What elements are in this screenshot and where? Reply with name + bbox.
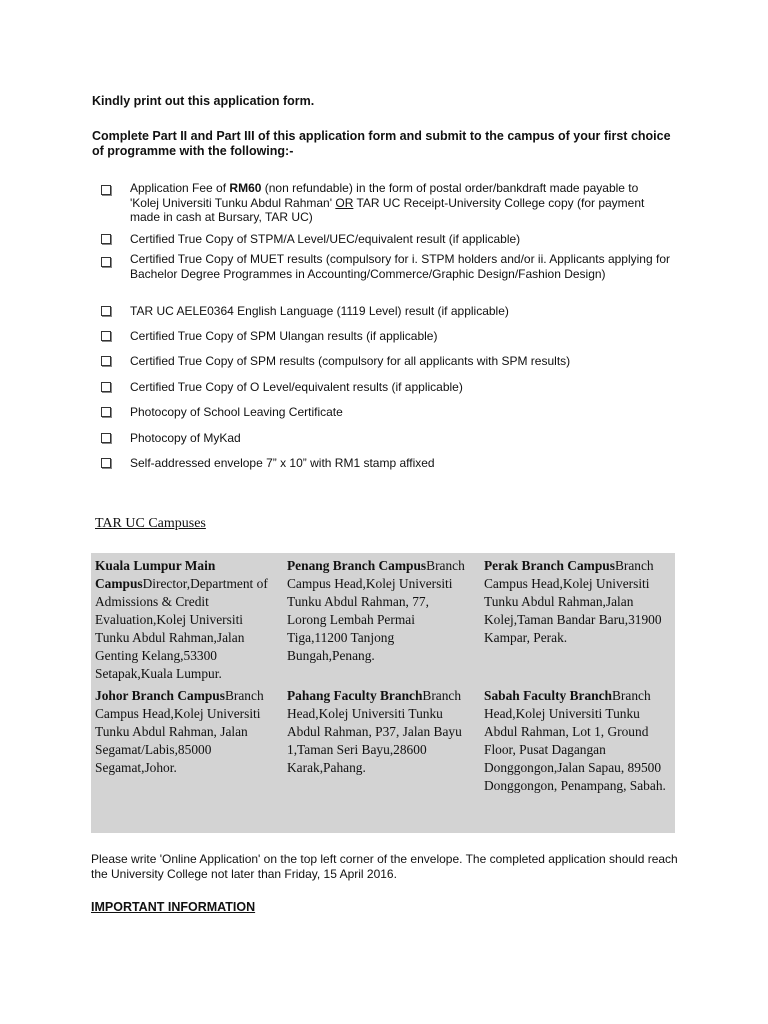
checklist-item-label: Photocopy of MyKad: [130, 431, 241, 445]
checklist-item-label: Certified True Copy of O Level/equivalent results (if applicable): [130, 380, 463, 394]
envelope-note: Please write 'Online Application' on the top left corner of the envelope. The completed application should reach the University College not later than Friday, 15 April 2016.: [91, 852, 678, 881]
campus-kuala-lumpur: [95, 557, 279, 683]
campus-name: Perak Branch Campus: [484, 558, 615, 573]
checkbox[interactable]: [101, 185, 111, 195]
campus-name: Kuala Lumpur Main Campus: [95, 558, 216, 591]
campus-address: Branch Campus Head,Kolej Universiti Tunku Abdul Rahman, 77, Lorong Lembah Permai Tiga,11200 Tanjong Bungah,Penang.: [287, 558, 465, 663]
checkbox[interactable]: [101, 257, 111, 267]
campus-sabah: [484, 687, 672, 795]
campus-name: Sabah Faculty Branch: [484, 688, 612, 703]
instruction-print: Kindly print out this application form.: [92, 94, 315, 108]
campuses-heading: TAR UC Campuses: [95, 516, 206, 531]
checkbox[interactable]: [101, 331, 111, 341]
checkbox[interactable]: [101, 433, 111, 443]
campus-name: Johor Branch Campus: [95, 688, 225, 703]
campus-address: Branch Campus Head,Kolej Universiti Tunku Abdul Rahman,Jalan Kolej,Taman Bandar Baru,31900 Kampar, Perak.: [484, 558, 662, 645]
campus-name: Penang Branch Campus: [287, 558, 427, 573]
campus-pahang: [287, 687, 469, 777]
campus-address: Director,Department of Admissions & Credit Evaluation,Kolej Universiti Tunku Abdul Rahman,Jalan Genting Kelang,53300 Setapak,Kuala Lumpur.: [95, 576, 268, 681]
campus-penang: [287, 557, 469, 665]
campus-perak: [484, 557, 672, 647]
campus-table: [91, 553, 675, 833]
campus-johor: [95, 687, 279, 777]
checkbox[interactable]: [101, 306, 111, 316]
important-information-heading: IMPORTANT INFORMATION: [91, 900, 256, 914]
checkbox[interactable]: [101, 356, 111, 366]
checkbox[interactable]: [101, 407, 111, 417]
checklist-item-label: Self-addressed envelope 7” x 10” with RM1 stamp affixed: [130, 456, 435, 470]
checkbox[interactable]: [101, 382, 111, 392]
campus-address: Branch Head,Kolej Universiti Tunku Abdul Rahman, Lot 1, Ground Floor, Pusat Dagangan Donggongon,Jalan Sapau, 89500 Donggongon, Penampang, Sabah.: [484, 688, 666, 793]
checklist-item-label: Certified True Copy of MUET results (compulsory for i. STPM holders and/or ii. Applicants applying for Bachelor Degree Programmes in Accounting/Commerce/Graphic Design/Fashion Design): [130, 252, 670, 281]
campus-address: Branch Head,Kolej Universiti Tunku Abdul Rahman, P37, Jalan Bayu 1,Taman Seri Bayu,28600 Karak,Pahang.: [287, 688, 462, 775]
checklist-item-label: Photocopy of School Leaving Certificate: [130, 405, 343, 419]
checklist-item-label: Certified True Copy of SPM results (compulsory for all applicants with SPM results): [130, 354, 571, 368]
checklist-item-label: Application Fee of RM60 (non refundable) in the form of postal order/bankdraft made payable to 'Kolej Universiti Tunku Abdul Rahman' OR TAR UC Receipt-University College copy (for payment made in cash at Bursary, TAR UC): [130, 181, 645, 224]
campus-address: Branch Campus Head,Kolej Universiti Tunku Abdul Rahman, Jalan Segamat/Labis,85000 Segamat,Johor.: [95, 688, 264, 775]
instruction-submit: Complete Part II and Part III of this application form and submit to the campus of your first choice of programme with the following:-: [92, 129, 671, 158]
checklist-item-label: Certified True Copy of STPM/A Level/UEC/equivalent result (if applicable): [130, 232, 521, 246]
campus-name: Pahang Faculty Branch: [287, 688, 423, 703]
checklist-item-label: Certified True Copy of SPM Ulangan results (if applicable): [130, 329, 438, 343]
checkbox[interactable]: [101, 458, 111, 468]
checkbox[interactable]: [101, 234, 111, 244]
checklist-item-label: TAR UC AELE0364 English Language (1119 Level) result (if applicable): [130, 304, 509, 318]
